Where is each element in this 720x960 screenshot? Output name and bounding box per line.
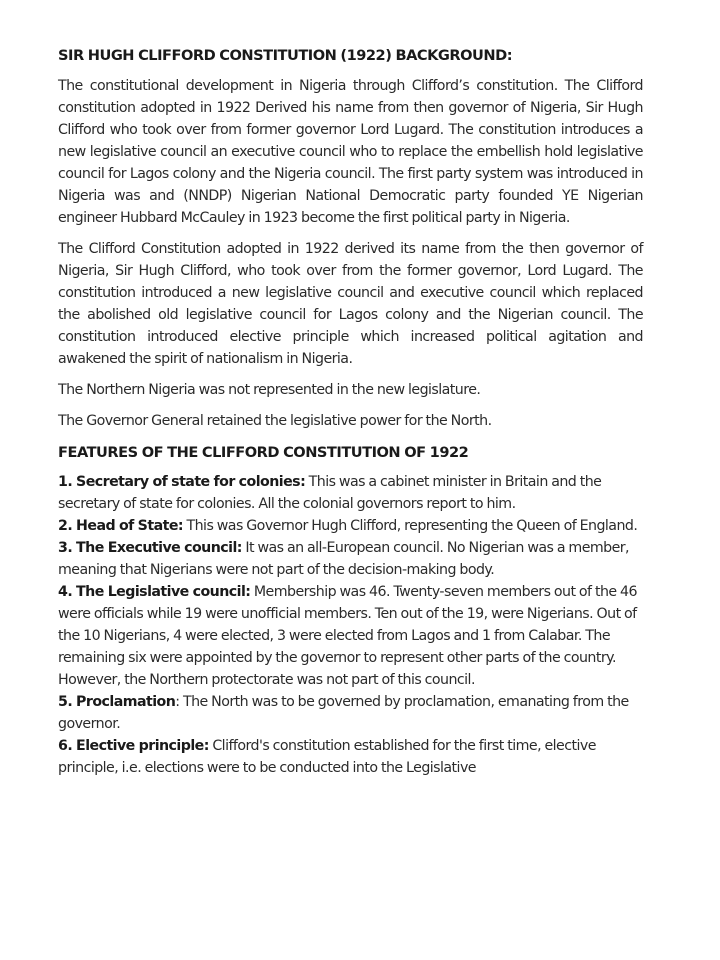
- background-paragraph-2: The Clifford Constitution adopted in 1922 derived its name from the then governor of Nigeria, Sir Hugh Clifford, who took over from the former governor, Lord Lugard. The constitution introduced a new legislative council and executive council which replaced the abolished old legislative council for Lagos colony and the Nigerian council. The constitution introduced elective principle which increased political agitation and awakened the spirit of nationalism in Nigeria.: [58, 241, 643, 367]
- feature-text: Clifford's constitution established for the first time, elective principle, i.e. elections were to be conducted into the Legislative: [58, 738, 596, 776]
- document-page: [58, 44, 643, 779]
- background-paragraph-3: The Northern Nigeria was not represented in the new legislature.: [58, 382, 481, 398]
- feature-text: This was Governor Hugh Clifford, representing the Queen of England.: [183, 518, 638, 534]
- features-list: [58, 471, 643, 779]
- feature-item-executive-council: [58, 537, 643, 581]
- background-paragraph-4: The Governor General retained the legislative power for the North.: [58, 413, 492, 429]
- feature-label: 1. Secretary of state for colonies:: [58, 474, 306, 490]
- feature-text: Membership was 46. Twenty-seven members out of the 46 were officials while 19 were unofficial members. Ten out of the 19, were Nigerians. Out of the 10 Nigerians, 4 were elected, 3 were elected from Lagos and 1 from Calabar. The remaining six were appointed by the governor to represent other parts of the country. However, the Northern protectorate was not part of this council.: [58, 584, 637, 688]
- feature-label: 4. The Legislative council:: [58, 584, 251, 600]
- feature-item-proclamation: [58, 691, 643, 735]
- background-paragraph-1: The constitutional development in Nigeria through Clifford’s constitution. The Clifford constitution adopted in 1922 Derived his name from then governor of Nigeria, Sir Hugh Clifford who took over from former governor Lord Lugard. The constitution introduces a new legislative council an executive council who to replace the embellish hold legislative council for Lagos colony and the Nigeria council. The first party system was introduced in Nigeria was and (NNDP) Nigerian National Democratic party founded YE Nigerian engineer Hubbard McCauley in 1923 become the first political party in Nigeria.: [58, 78, 643, 226]
- background-heading: SIR HUGH CLIFFORD CONSTITUTION (1922) BACKGROUND:: [58, 47, 513, 64]
- feature-label: 2. Head of State:: [58, 518, 184, 534]
- feature-text: This was a cabinet minister in Britain and the secretary of state for colonies. All the colonial governors report to him.: [58, 474, 602, 512]
- feature-item-head-of-state: [58, 515, 643, 537]
- feature-label: 6. Elective principle:: [58, 738, 209, 754]
- feature-label: 3. The Executive council:: [58, 540, 242, 556]
- feature-label: 5. Proclamation: [58, 694, 176, 710]
- feature-text: It was an all-European council. No Nigerian was a member, meaning that Nigerians were not part of the decision-making body.: [58, 540, 630, 578]
- feature-item-legislative-council: [58, 581, 643, 691]
- feature-text: : The North was to be governed by proclamation, emanating from the governor.: [58, 694, 629, 732]
- features-heading: FEATURES OF THE CLIFFORD CONSTITUTION OF 1922: [58, 444, 469, 461]
- feature-item-elective-principle: [58, 735, 643, 779]
- feature-item-secretary-of-state: [58, 471, 643, 515]
